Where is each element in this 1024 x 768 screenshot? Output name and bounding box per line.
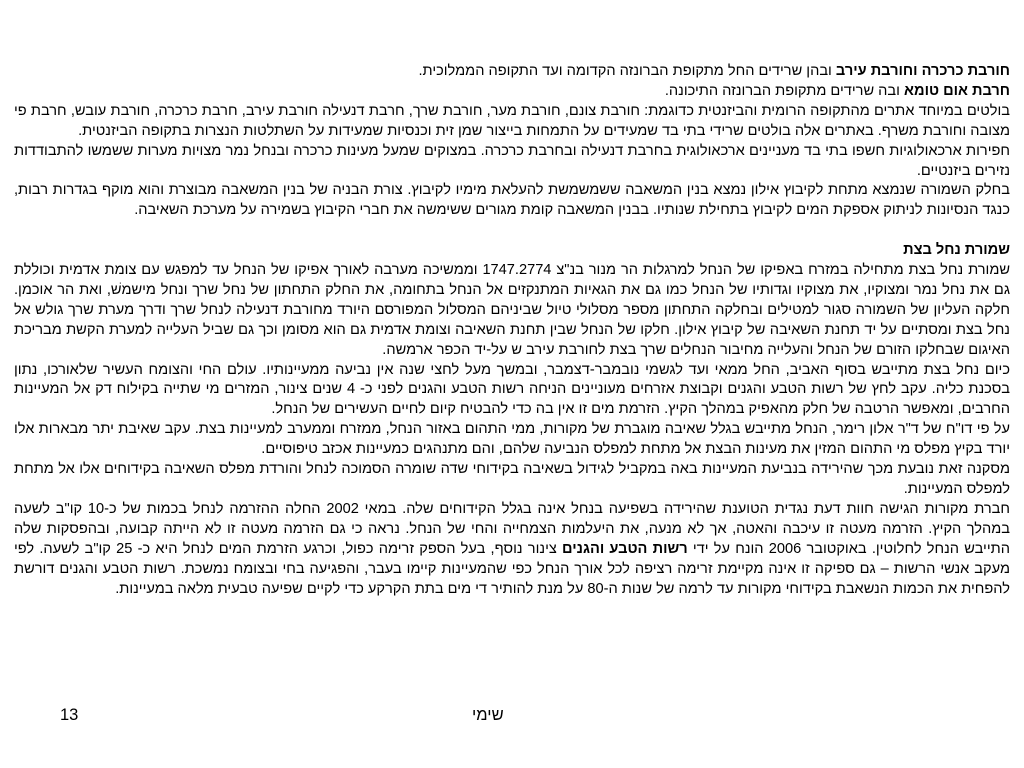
section-heading-betzet-reserve: שמורת נחל בצת — [903, 242, 1010, 259]
paragraph-karkara-irav — [14, 62, 1010, 82]
paragraph-excavations: חפירות ארכאולוגיות חשפו בתי בד מעניינים ארכאולוגית בחרבת דנעילה ובחרבת כרכרה. במצוקים שמעל מעינות כרכרה ובנחל נמר מצויות מערות ששמשו להתבודדות נזירים ביזנטיים. — [14, 142, 1010, 179]
paragraph-um-tuma — [14, 82, 1010, 102]
paragraph-stream-drying: כיום נחל בצת מתייבש בסוף האביב, החל ממאי ועד לגשמי נובמבר-דצמבר, ובמשך מעל לחצי שנה אין נביעה ממעיינותיו. עולם החי והצומח העשיר שלאורכו, נתון בסכנת כליה. עקב לחץ של רשות הטבע והגנים וקבוצת אזרחים מעוניינים הניחה רשות הטבע והגנים לפני כ- 4 שנים צינור, המזרים מי שתייה בקילוח דק אל המעיינות החרבים, ומאפשר הרטבה של חלק מהאפיק במהלך הקיץ. הזרמת מים זו אין בה כדי להבטיח קיום לחיים העשירים של הנחל. — [14, 361, 1010, 418]
paragraph-mekorot-response — [14, 500, 1010, 600]
footer-author: שימי — [472, 706, 504, 724]
paragraph-pump-building: בחלק השמורה שנמצא מתחת לקיבוץ אילון נמצא בנין המשאבה ששמשמשת להעלאת מימיו לקיבוץ. צורת הבניה של בנין המשאבה מבוצרת והוא מוקף בגדרות רבות, כנגד הנסיונות לניתוק אספקת המים לקיבוץ בתחילת שנותיו. בבנין המשאבה קומת מגורים ששימשה את חברי הקיבוץ בשמירה על מערכת השאיבה. — [14, 182, 1010, 219]
footer-page-number: 13 — [60, 706, 79, 724]
paragraph-bold-term: חרבת אום טומא — [904, 82, 1010, 99]
document-body — [14, 62, 1010, 599]
paragraph-text: ובה שרידים מתקופת הברונזה התיכונה. — [664, 82, 905, 99]
paragraph-roman-byzantine-sites: בולטים במיוחד אתרים מהתקופה הרומית והביזנטית כדוגמת: חורבת צונם, חורבת מער, חורבת שרך, חרבת דנעילה חורבת עירב, חרבת כרכרה, חורבת עובש, חרבת פי מצובה וחורבת משרף. באתרים אלה בולטים שרידי בתי בד שמעידים על התמחות בייצור שמן זית וכנסיות שמעידות על השתלטות הנצרות בתקופה הביזנטית. — [14, 102, 1010, 139]
paragraph-text: ובהן שרידים החל מתקופת הברונזה הקדומה ועד התקופה הממלוכית. — [418, 63, 836, 79]
paragraph-text: חברת מקורות הגישה חוות דעת נגדית הטוענת שהירידה בשפיעה בנחל אינה בגלל הקידוחים שלה. במאי 2002 החלה ההזרמה לנחל בכמות של כ-10 קו"ב לשעה במהלך הקיץ. הזרמה מעטה זו עיכבה והאטה, אך לא מנעה, את היעלמות הצמחייה והחי של הנחל. נראה כי גם הזרמה מעטה זו לא הייתה קבועה, ובהפסקות שלה התייבש הנחל לחלוטין. באוקטובר 2006 הונח על ידי — [14, 500, 1011, 557]
paragraph-bold-term: חורבת כרכרה וחורבת עירב — [835, 63, 1010, 79]
paragraph-reserve-description: שמורת נחל בצת מתחילה במזרח באפיקו של הנחל למרגלות הר מנור בנ"צ 1747.2774 וממשיכה מערבה לאורך אפיקו של הנחל עד למפגש עם צומת אדמית וכוללת גם את נחל נמר ומצוקיו, את מצוקיו וגדותיו של הנחל כמו גם את הגאיות המתנקזים אל הנחל בתחומה, את החלק התחתון של נחל שרך ונחל מישמשׁ, ואת הר אוכמן. חלקה העליון של השמורה סגור למטילים ובחלקה התחתון מספר מסלולי טיול שביניהם המסלול המפורסם היורד מחורבת דנעילה לנחל שרך ודרך מערת שרך גולש אל נחל בצת ומסתיים על יד תחנת השאיבה של קיבוץ אילון. חלקו של הנחל שבין תחנת השאיבה וצומת אדמית גם הוא מסומן וכך גם שביל העלייה למערת הקשת מבריכת האיגום שבחלקו הזורם של הנחל והעלייה מחיבור הנחלים שרך בצת לחורבת עירב ש על-יד הכפר ארמשה. — [14, 262, 1010, 358]
paragraph-gap — [14, 221, 1010, 241]
paragraph-rimmer-report: על פי דו"ח של ד"ר אלון רימר, הנחל מתייבש בגלל שאיבה מוגברת של מקורות, ממי התהום באזור הנחל, ממזרח וממערב למעיינות בצת. עקב שאיבת יתר מבארות אלו יורד בקיץ מפלס מי התהום המזין את מעינות הבצת אל מתחת למפלס הנביעה שלהם, והם מתנהגים כמעיינות אכזב טיפוסיים. — [14, 421, 1010, 458]
paragraph-text: צינור נוסף, בעל הספק זרימה כפול, וכרגע הזרמת המים לנחל היא כ- 25 קו"ב לשעה. לפי מעקב אנשי הרשות – גם ספיקה זו אינה מקיימת זרימה רציפה לכל אורך הנחל כפי שהמעיינות קיימו בעבר, והפגיעה בחי ובצומח נמשכת. רשות הטבע והגנים דורשת להפחית את הכמות הנשאבת בקידוחי מקורות עד לרמה של שנות ה-80 על מנת להותיר די מים בתת הקרקע כדי לקיים שפיעה טבעית מלאה במעיינות. — [14, 540, 1010, 597]
paragraph-bold-term: רשות הטבע והגנים — [562, 540, 688, 557]
paragraph-conclusion: מסקנה זאת נובעת מכך שהירידה בנביעת המעיינות באה במקביל לגידול בשאיבה בקידוחי שדה שומרה הסמוכה לנחל והורדת מפלס השאיבה בקידוחים אלו אל מתחת למפלס המעיינות. — [14, 461, 1010, 498]
